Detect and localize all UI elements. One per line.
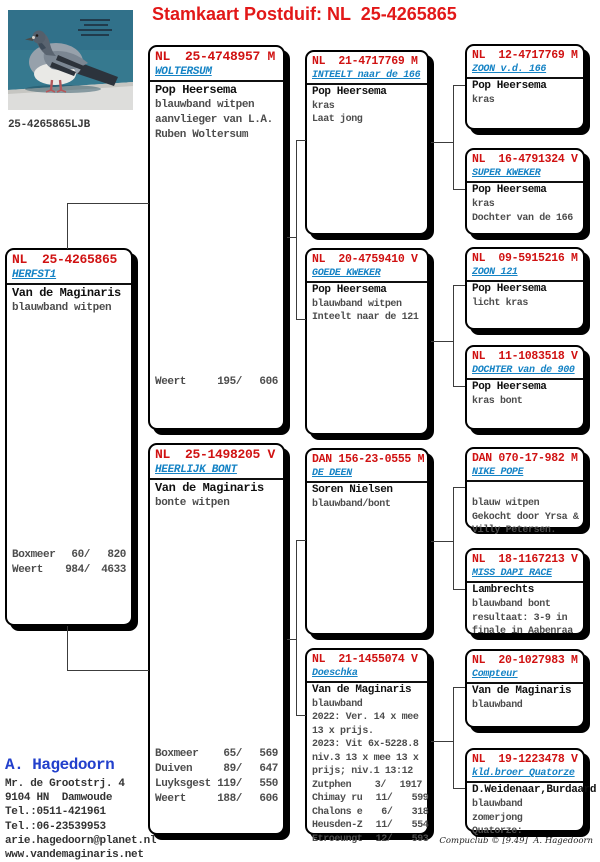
pigeon-name: ZOON 121: [472, 267, 518, 278]
pigeon-details: blauwband bont resultaat: 3-9 in finale in Aabenraa: [472, 599, 573, 637]
pigeon-name: WOLTERSUM: [155, 66, 212, 78]
pigeon-name: INTEELT naar de 166: [312, 70, 421, 81]
card-ggparent-1: [465, 44, 585, 130]
connector-line: [67, 203, 149, 204]
card-ggparent-3: [465, 247, 585, 330]
fancier-name: Pop Heersema: [472, 80, 547, 92]
pigeon-details: blauwband/bont: [312, 498, 391, 510]
connector-line: [453, 285, 454, 387]
ring-number: NL 18-1167213 V: [472, 553, 578, 566]
pigeon-name: NIKE POPE: [472, 467, 524, 478]
ring-number: NL 21-4717769 M: [312, 55, 418, 68]
pigeon-details: blauwband witpen: [12, 302, 112, 314]
fancier-name: Lambrechts: [472, 584, 535, 596]
connector-line: [431, 341, 453, 342]
pigeon-details: kras Dochter van de 166: [472, 199, 573, 224]
pigeon-details: licht kras: [472, 298, 529, 309]
card-ggparent-6: [465, 548, 585, 635]
pigeon-name: HEERLIJK BONT: [155, 464, 237, 476]
card-ggparent-5: [465, 447, 585, 536]
connector-line: [453, 85, 454, 190]
card-granddam-maternal: [305, 648, 429, 845]
owner-address-block: Mr. de Grootstrj. 4 9104 HN Damwoude Tel.:0511-421961 Tel.:06-23539953 arie.hagedoorn@planet.nl www.vandemaginaris.net: [5, 778, 157, 862]
ring-number: NL 25-4748957 M: [155, 49, 276, 64]
pigeon-name: DOCHTER van de 900: [472, 365, 575, 376]
fancier-name: D.Weidenaar,Burdaard: [472, 784, 597, 796]
card-ggparent-8: [465, 748, 597, 837]
connector-line: [453, 487, 454, 590]
card-sire: [148, 45, 285, 430]
connector-line: [431, 741, 453, 742]
pigeon-name: DE DEEN: [312, 468, 352, 479]
fancier-name: Van de Maginaris: [155, 481, 264, 495]
connector-line: [431, 541, 453, 542]
race-results: Boxmeer 60/ 820 Weert 984/ 4633: [12, 549, 126, 576]
card-ggparent-4: [465, 345, 585, 430]
connector-line: [453, 687, 465, 688]
connector-line: [296, 540, 297, 716]
connector-line: [296, 319, 306, 320]
pigeon-details: blauwband witpen Inteelt naar de 121: [312, 298, 419, 323]
pigeon-name: ZOON v.d. 166: [472, 64, 547, 75]
card-grandsire-maternal: [305, 448, 429, 635]
fancier-name: Van de Maginaris: [12, 286, 121, 300]
fancier-name: [472, 483, 578, 497]
fancier-name: Pop Heersema: [472, 381, 547, 393]
connector-line: [67, 670, 149, 671]
pigeon-details: kras bont: [472, 396, 523, 407]
pigeon-name: GOEDE KWEKER: [312, 268, 381, 279]
fancier-name: Pop Heersema: [312, 86, 387, 98]
card-ggparent-7: [465, 649, 585, 728]
connector-line: [296, 715, 306, 716]
pigeon-details: kras Laat jong: [312, 100, 363, 125]
pigeon-name: Compteur: [472, 669, 518, 680]
ring-number: NL 19-1223478 V: [472, 753, 578, 766]
connector-line: [453, 788, 465, 789]
card-ggparent-2: [465, 148, 585, 235]
owner-name: A. Hagedoorn: [5, 756, 115, 774]
connector-line: [453, 189, 465, 190]
pigeon-illustration: [8, 10, 133, 110]
pigeon-name: kld.broer Quatorze: [472, 768, 575, 779]
card-grandsire-paternal: [305, 50, 429, 235]
fancier-name: Pop Heersema: [472, 184, 547, 196]
ring-number: DAN 156-23-0555 M: [312, 453, 425, 466]
pigeon-name: MISS DAPI RACE: [472, 568, 552, 579]
pigeon-details: blauwband witpen aanvlieger van L.A. Ruben Woltersum: [155, 99, 273, 141]
fancier-name: Pop Heersema: [472, 283, 547, 295]
pigeon-name: SUPER KWEKER: [472, 168, 541, 179]
ring-number: NL 25-4265865: [12, 252, 118, 267]
connector-line: [453, 589, 465, 590]
connector-line: [296, 140, 297, 320]
software-credit: Compuclub © [9.49] A. Hagedoorn: [439, 836, 593, 846]
ring-number: NL 20-1027983 M: [472, 654, 578, 667]
race-results: Boxmeer 65/ 569 Duiven 89/ 647 Luyksgest 119/ 550 Weert 188/ 606: [155, 748, 278, 805]
ring-number: NL 12-4717769 M: [472, 49, 578, 62]
pigeon-details: blauwband 2022: Ver. 14 x mee 13 x prijs. 2023: Vit 6x-5228.8 niv.3 13 x mee 13 x prijs; niv.1 13:12: [312, 698, 419, 777]
photo-caption: 25-4265865LJB: [8, 119, 90, 131]
fancier-name: Van de Maginaris: [312, 684, 412, 696]
pigeon-name: Doeschka: [312, 668, 358, 679]
ring-number: NL 20-4759410 V: [312, 253, 418, 266]
connector-line: [453, 687, 454, 789]
fancier-name: Van de Maginaris: [472, 685, 572, 697]
ring-number: NL 11-1083518 V: [472, 350, 578, 363]
ring-number: NL 09-5915216 M: [472, 252, 578, 265]
fancier-name: Pop Heersema: [155, 83, 237, 97]
pigeon-details: blauwband zomerjong Quatorze:: [472, 799, 523, 837]
ring-number: DAN 070-17-982 M: [472, 452, 578, 465]
card-dam: [148, 443, 285, 835]
connector-line: [296, 140, 306, 141]
ring-number: NL 21-1455074 V: [312, 653, 418, 666]
page-title: Stamkaart Postduif: NL 25-4265865: [152, 4, 457, 24]
connector-line: [431, 142, 453, 143]
pigeon-name: HERFST1: [12, 269, 57, 281]
pigeon-details: blauwband: [472, 700, 523, 711]
connector-line: [453, 285, 465, 286]
connector-line: [453, 386, 465, 387]
card-subject: [5, 248, 133, 626]
race-results: Zutphen 3/ 1917 Chimay ru 11/ 599 Chalons e 6/ 318 Heusden-Z 11/ 554 Etroeungt 12/ 593: [312, 779, 429, 845]
pigeon-photo: [8, 10, 133, 110]
fancier-name: Soren Nielsen: [312, 484, 393, 496]
fancier-name: Pop Heersema: [312, 284, 387, 296]
pigeon-details: kras: [472, 95, 495, 106]
pigeon-details: blauw witpen Gekocht door Yrsa & Villy Petersen.: [472, 498, 579, 536]
connector-line: [453, 85, 465, 86]
connector-line: [67, 204, 68, 249]
connector-line: [67, 626, 68, 671]
race-results: Weert 195/ 606: [155, 376, 278, 388]
connector-line: [296, 540, 306, 541]
pigeon-details: bonte witpen: [155, 497, 230, 509]
card-granddam-paternal: [305, 248, 429, 435]
ring-number: NL 25-1498205 V: [155, 447, 276, 462]
ring-number: NL 16-4791324 V: [472, 153, 578, 166]
connector-line: [453, 487, 465, 488]
